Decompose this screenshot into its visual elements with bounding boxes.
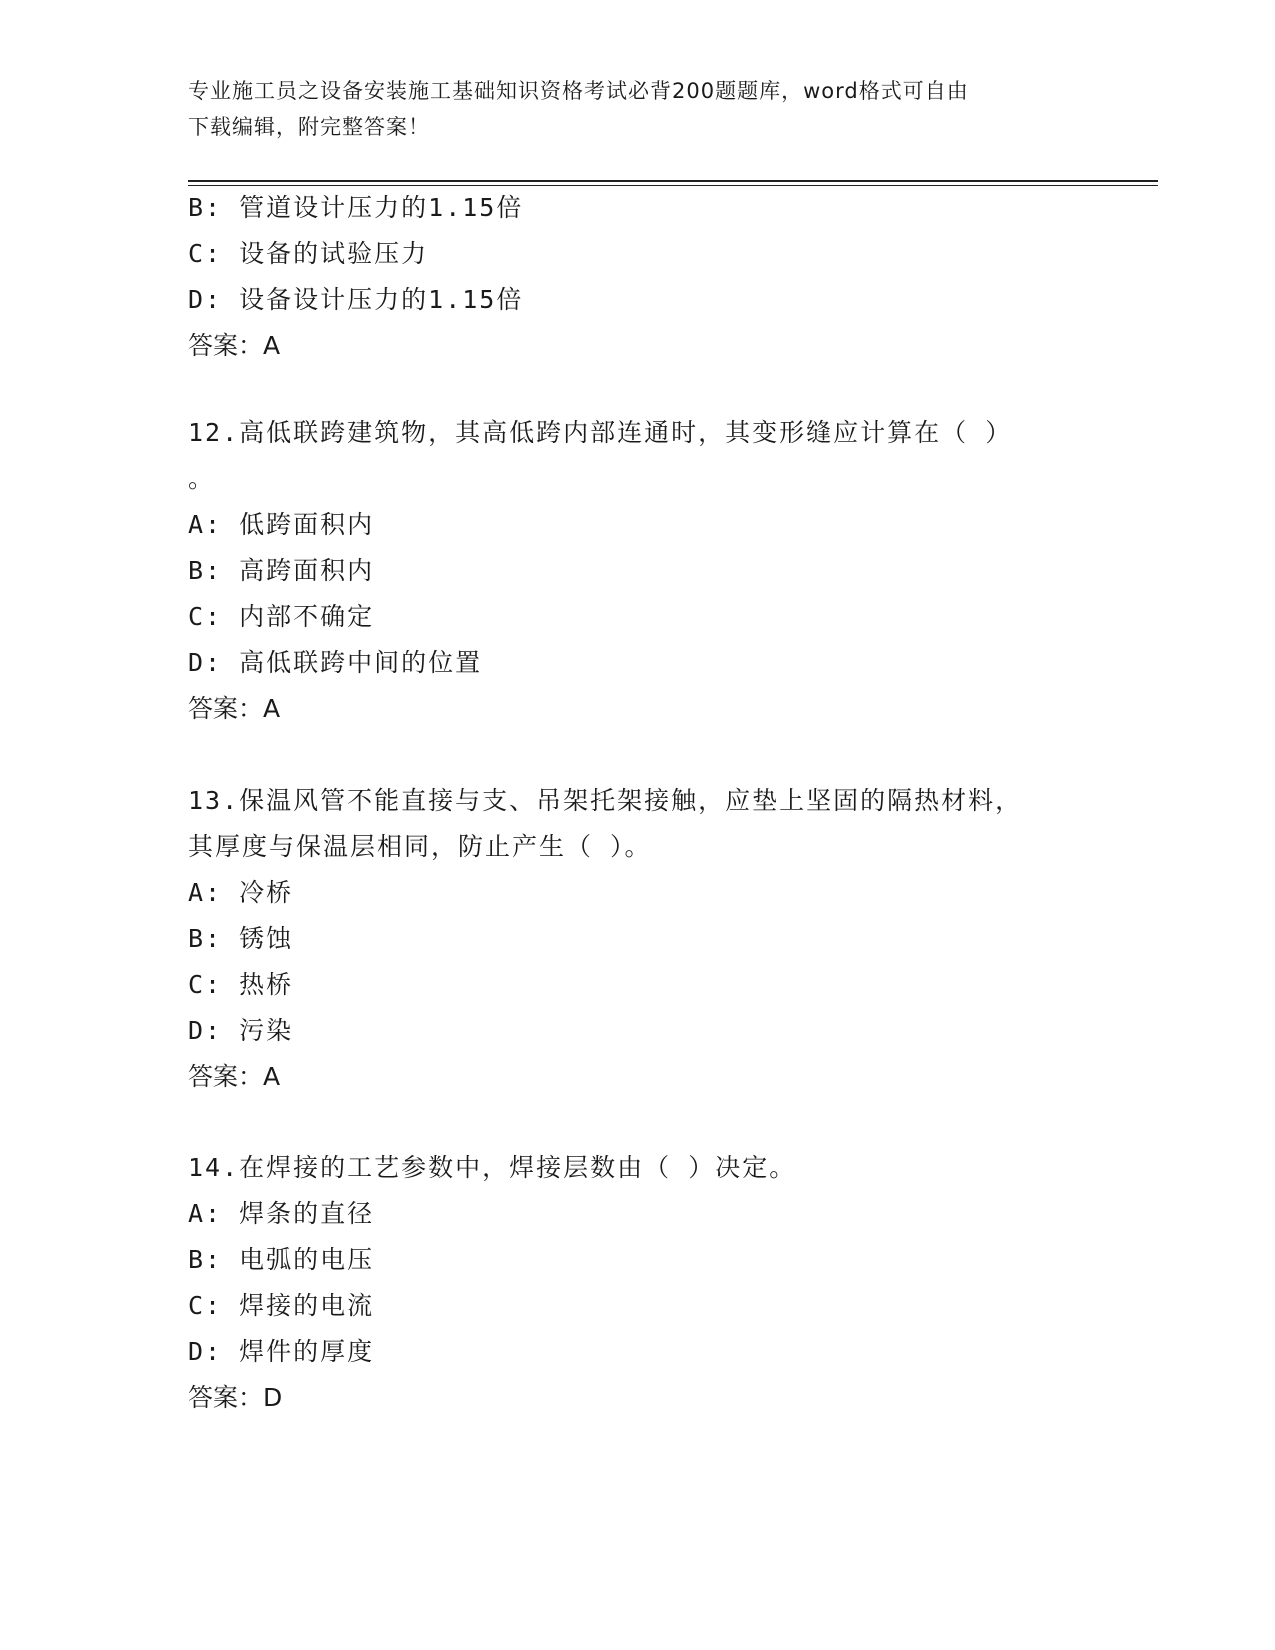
option-c: C: 内部不确定: [188, 602, 375, 631]
answer-label: 答案：A: [188, 331, 281, 360]
answer-label: 答案：D: [188, 1383, 283, 1412]
document-header: [188, 73, 1088, 145]
option-d: D: 设备设计压力的1.15倍: [188, 285, 524, 314]
question-stem-continuation: 其厚度与保温层相同，防止产生（ ）。: [188, 832, 652, 861]
option-a: A: 低跨面积内: [188, 510, 375, 539]
question-stem: 13.保温风管不能直接与支、吊架托架接触，应垫上坚固的隔热材料，: [188, 786, 1023, 815]
question-12: [188, 410, 1088, 732]
question-14: [188, 1145, 1088, 1421]
question-11-tail: [188, 185, 1088, 369]
question-stem: 14.在焊接的工艺参数中，焊接层数由（ ）决定。: [188, 1153, 797, 1182]
question-13: [188, 778, 1088, 1100]
question-stem: 12.高低联跨建筑物，其高低跨内部连通时，其变形缝应计算在（ ）: [188, 418, 1013, 447]
option-b: B: 高跨面积内: [188, 556, 375, 585]
option-c: C: 设备的试验压力: [188, 239, 429, 268]
option-d: D: 高低联跨中间的位置: [188, 648, 483, 677]
option-c: C: 焊接的电流: [188, 1291, 375, 1320]
option-c: C: 热桥: [188, 970, 294, 999]
option-b: B: 电弧的电压: [188, 1245, 375, 1274]
option-a: A: 焊条的直径: [188, 1199, 375, 1228]
header-line-1: 专业施工员之设备安装施工基础知识资格考试必背200题题库，word格式可自由: [188, 79, 969, 103]
header-divider-thick: [188, 180, 1158, 182]
question-stem-continuation: 。: [188, 464, 216, 493]
option-a: A: 冷桥: [188, 878, 294, 907]
option-d: D: 焊件的厚度: [188, 1337, 375, 1366]
option-d: D: 污染: [188, 1016, 294, 1045]
option-b: B: 管道设计压力的1.15倍: [188, 193, 524, 222]
header-line-2: 下载编辑，附完整答案！: [188, 115, 430, 139]
answer-label: 答案：A: [188, 1062, 281, 1091]
option-b: B: 锈蚀: [188, 924, 294, 953]
answer-label: 答案：A: [188, 694, 281, 723]
